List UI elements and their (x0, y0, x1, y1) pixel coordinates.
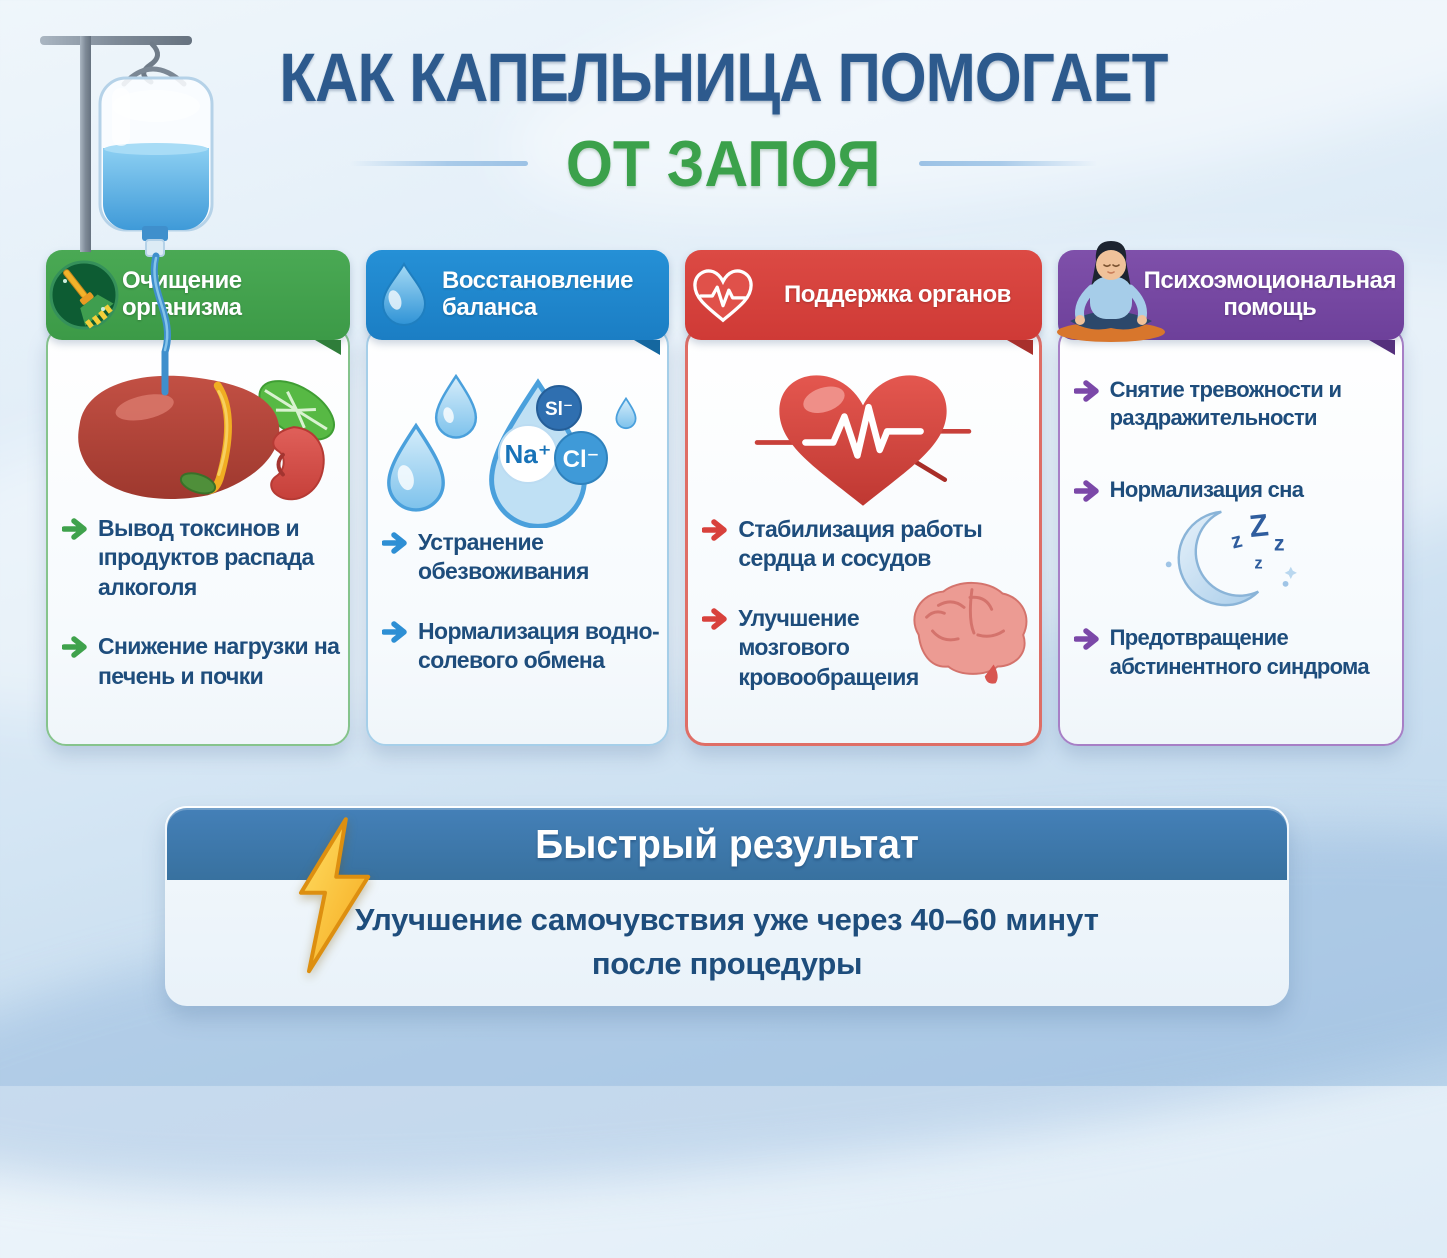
water-drop-icon (366, 262, 442, 328)
bullet-sleep (1060, 476, 1402, 504)
subtitle-right-dash (919, 161, 1097, 166)
card-content-cleansing (46, 326, 350, 746)
bullet-text: Улучшение мозгового кровообращеıия (738, 604, 919, 690)
bullet-withdrawal (1060, 624, 1402, 680)
brain-illustration (899, 574, 1037, 691)
sleep-z: z (1228, 528, 1245, 555)
result-text-highlight: 40–60 минут (910, 902, 1099, 937)
bullet-text: Стабилизация работы сердца и сосудов (738, 516, 983, 572)
heart-pulse-icon (685, 264, 761, 326)
card-content-organs (685, 326, 1041, 746)
header-fold (1369, 340, 1395, 355)
header-fold (1007, 340, 1033, 355)
card-body-organs (685, 250, 1041, 746)
result-text-line2: после процедуры (591, 946, 863, 981)
bullet-text: Нормализация сна (1109, 477, 1304, 503)
page-subtitle (0, 126, 1447, 201)
subtitle-left-dash (350, 161, 528, 166)
electrolyte-drops-illustration (368, 356, 667, 528)
card-body-cleansing (46, 250, 350, 746)
card-header-balance (366, 250, 669, 340)
card-body-psycho (1058, 250, 1404, 746)
sleep-z: z (1254, 553, 1263, 573)
bullet-organ-load (48, 632, 348, 691)
bullet-text: Предотвращение абстинентного синдрома (1109, 625, 1369, 679)
bullet-water-salt (368, 617, 667, 676)
card-title-organs: Поддержка органов (784, 280, 1011, 308)
ion-label-na: Na⁺ (504, 439, 552, 469)
lightning-icon (283, 816, 383, 976)
card-header-organs (685, 250, 1041, 340)
card-title-balance: Восстановление баланса (442, 267, 633, 321)
bullet-dehydration (368, 528, 667, 587)
ion-label-sl: Sl⁻ (544, 399, 573, 420)
card-header-cleansing (46, 250, 350, 340)
card-body-balance (366, 250, 669, 746)
card-header-psycho (1058, 250, 1404, 340)
sleep-z: Z (1247, 507, 1270, 545)
bullet-text: Устранение обезвоживания (418, 529, 589, 585)
result-banner-title: Быстрый результат (535, 820, 919, 867)
card-content-balance (366, 326, 669, 746)
page-title (0, 38, 1447, 117)
liver-kidney-illustration (48, 356, 348, 514)
broom-icon (46, 259, 122, 331)
header-fold (634, 340, 660, 355)
benefit-cards (46, 250, 1404, 746)
meditating-person-icon (1052, 231, 1170, 348)
card-title-cleansing: Очищение организма (122, 267, 242, 321)
result-text-normal: Улучшение самочувствия уже через (355, 902, 911, 937)
bullet-toxin-removal (48, 514, 348, 602)
header-fold (315, 340, 341, 355)
moon-sleep-illustration (1060, 504, 1402, 616)
card-content-psycho (1058, 326, 1404, 746)
bullet-text: Нормализация водно-солевого обмена (418, 617, 660, 674)
bullet-text: Вывод токсинов и ıпродуктов распада алкоголя (98, 515, 314, 600)
bullet-heart-vessels (688, 515, 1038, 574)
heart-ecg-illustration (688, 357, 1038, 515)
card-title-psycho: Психоэмоциональная помощь (1143, 267, 1396, 321)
bullet-anxiety (1060, 376, 1402, 432)
page-title-text: КАК КАПЕЛЬНИЦА ПОМОГАЕТ (279, 39, 1168, 116)
bullet-text: Снятие тревожности и раздражительности (1109, 377, 1342, 431)
result-banner (165, 806, 1289, 1006)
bullet-text: Снижение нагрузки на печень и почки (98, 633, 340, 689)
ion-label-cl: Cl⁻ (562, 446, 599, 473)
sleep-z: z (1273, 532, 1285, 557)
page-subtitle-text: ОТ ЗАПОЯ (566, 127, 881, 200)
